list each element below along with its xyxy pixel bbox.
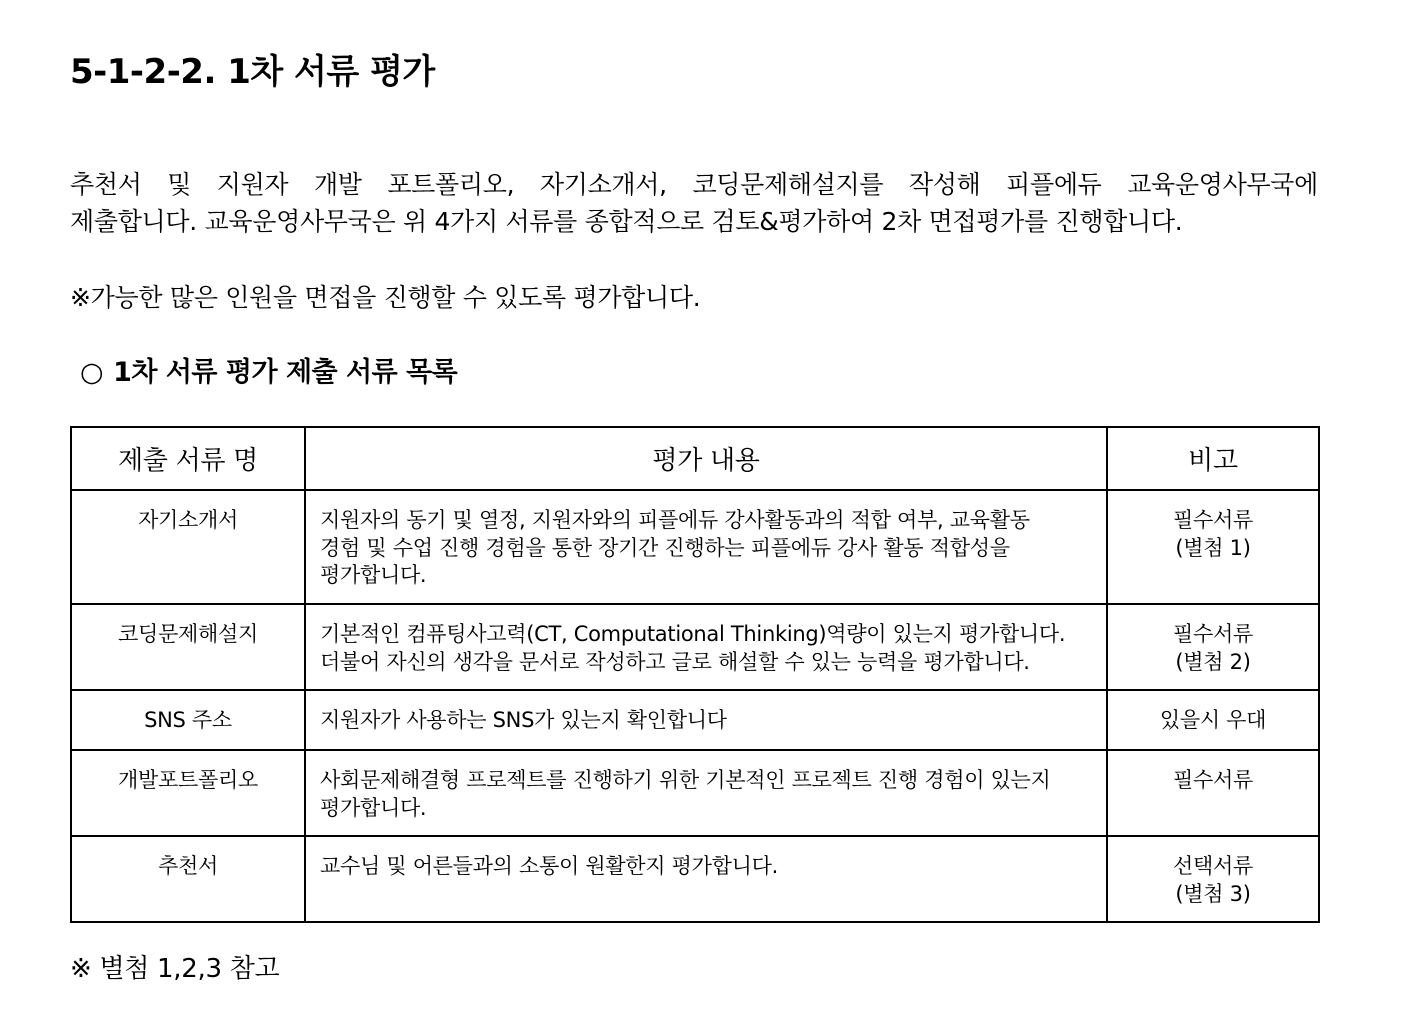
table-row: [71, 604, 1319, 690]
remark: [1107, 836, 1319, 922]
intro-paragraph: [70, 166, 1318, 240]
table-row: [71, 690, 1319, 750]
documents-table: [70, 426, 1320, 923]
document-name: 자기소개서: [71, 490, 305, 604]
evaluation-line: 평가합니다.: [320, 795, 427, 820]
remark-line: 필수서류: [1173, 622, 1253, 646]
header-remarks: 비고: [1107, 427, 1319, 490]
remark-line: 필수서류: [1173, 768, 1253, 792]
evaluation-line: 사회문제해결형 프로젝트를 진행하기 위한 기본적인 프로젝트 진행 경험이 있는지: [320, 768, 1051, 792]
evaluation-line: 지원자의 동기 및 열정, 지원자와의 피플에듀 강사활동과의 적합 여부, 교육활동: [320, 508, 1030, 532]
section-heading: [80, 350, 457, 389]
intro-line-1: 추천서 및 지원자 개발 포트폴리오, 자기소개서, 코딩문제해설지를 작성해 피플에듀 교육운영사무국에: [70, 170, 1318, 199]
table-header-row: [71, 427, 1319, 490]
table-row: [71, 750, 1319, 836]
remark-line: (별첨 2): [1175, 649, 1251, 674]
evaluation-line: 기본적인 컴퓨팅사고력(CT, Computational Thinking)역량이 있는지 평가합니다.: [320, 622, 1066, 646]
notice-text: ※가능한 많은 인원을 면접을 진행할 수 있도록 평가합니다.: [70, 283, 701, 312]
remark-line: (별첨 1): [1175, 535, 1251, 560]
evaluation-line: 지원자가 사용하는 SNS가 있는지 확인합니다: [320, 708, 727, 732]
document-name: 개발포트폴리오: [71, 750, 305, 836]
evaluation-line: 교수님 및 어른들과의 소통이 원활한지 평가합니다.: [320, 854, 778, 878]
remark-line: 선택서류: [1173, 854, 1253, 878]
remark: [1107, 604, 1319, 690]
remark-line: 있을시 우대: [1159, 708, 1267, 732]
evaluation-line: 경험 및 수업 진행 경험을 통한 장기간 진행하는 피플에듀 강사 활동 적합성을: [320, 535, 1010, 560]
document-name: 코딩문제해설지: [71, 604, 305, 690]
evaluation-content: [305, 604, 1107, 690]
attachment-reference-note: ※ 별첨 1,2,3 참고: [70, 954, 280, 984]
header-evaluation: 평가 내용: [305, 427, 1107, 490]
circle-bullet-icon: ○: [80, 357, 104, 388]
table-row: [71, 836, 1319, 922]
document-name: 추천서: [71, 836, 305, 922]
page-title: 5-1-2-2. 1차 서류 평가: [70, 52, 435, 92]
table-row: [71, 490, 1319, 604]
document-name: SNS 주소: [71, 690, 305, 750]
header-document-name: 제출 서류 명: [71, 427, 305, 490]
evaluation-line: 더불어 자신의 생각을 문서로 작성하고 글로 해설할 수 있는 능력을 평가합니다.: [320, 649, 1030, 674]
evaluation-content: [305, 490, 1107, 604]
evaluation-line: 평가합니다.: [320, 563, 427, 587]
section-heading-label: 1차 서류 평가 제출 서류 목록: [113, 357, 458, 388]
remark: [1107, 490, 1319, 604]
evaluation-content: [305, 690, 1107, 750]
evaluation-content: [305, 750, 1107, 836]
remark: [1107, 750, 1319, 836]
evaluation-content: [305, 836, 1107, 922]
intro-line-2: 제출합니다. 교육운영사무국은 위 4가지 서류를 종합적으로 검토&평가하여 2차 면접평가를 진행합니다.: [70, 207, 1183, 236]
remark-line: (별첨 3): [1175, 881, 1251, 906]
remark-line: 필수서류: [1173, 508, 1253, 532]
remark: [1107, 690, 1319, 750]
